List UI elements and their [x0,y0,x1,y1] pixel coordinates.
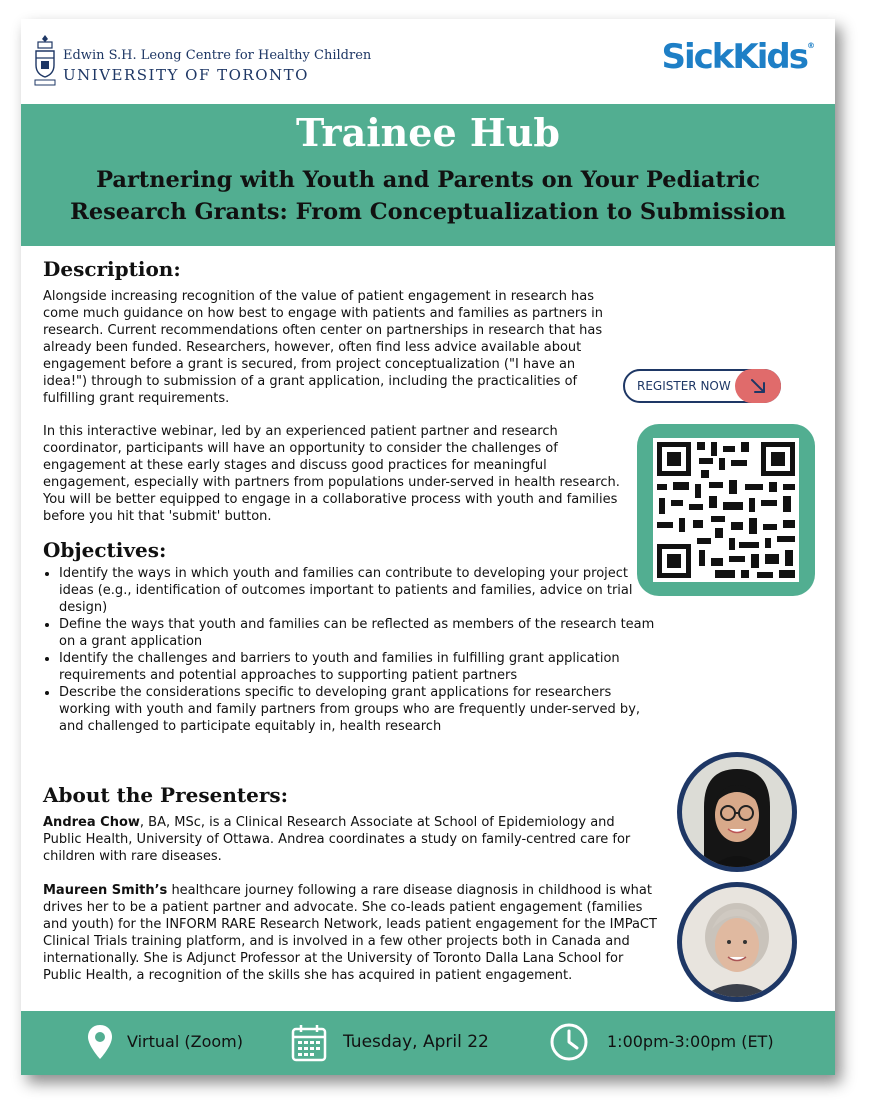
portrait-andrea-icon [682,757,792,867]
presenter-maureen-name: Maureen Smith’s [43,883,168,898]
objective-item: • Identify the ways in which youth and families can contribute to developing your project ideas (e.g., identification of outcomes important to patients and families, advice on trial design) [59,565,659,616]
uoft-crest-icon [33,33,57,89]
description-paragraph-2: In this interactive webinar, led by an experienced patient partner and research coordinator, participants will have an opportunity to consider the challenges of engagement at these early stages and discuss good practices for meaningful engagement, especially with partners from populations under-served in health research. You will be better equipped to engage in a collaborative process with youth and families before you hit that 'submit' button. [43,424,620,524]
calendar-icon [291,1024,327,1062]
subtitle-line-1: Partnering with Youth and Parents on Your Pediatric [96,167,760,193]
objective-item: • Describe the considerations specific to developing grant applications for researchers working with youth and family partners from groups who are frequently under-served by, and challenged to participate equitably in, health research [59,684,659,735]
time-text: 1:00pm-3:00pm (ET) [607,1032,774,1051]
register-now-button[interactable] [623,369,781,403]
date-text: Tuesday, April 22 [343,1032,489,1052]
register-arrow [735,369,781,403]
date-item [291,1011,511,1075]
objectives-list [43,565,659,735]
sickkids-registered-mark: ® [807,41,815,50]
qr-code[interactable] [653,438,799,582]
register-now-label: REGISTER NOW [637,379,731,393]
subtitle-line-2: Research Grants: From Conceptualization to Submission [70,199,786,225]
presenter-maureen-text: healthcare journey following a rare disease diagnosis in childhood is what drives her to be a patient partner and advocate. She co-leads patient engagement (families and youth) for the INFORM RARE Research Network, leads patient engagement for the IMPaCT Clinical Trials training platform, and is involved in a few other projects both in Canada and internationally. She is Adjunct Professor at the University of Toronto Dalla Lana School for Public Health, a recognition of the skills she has acquired in patient engagement. [43,883,657,983]
location-text: Virtual (Zoom) [127,1032,243,1051]
qr-code-frame [637,424,815,596]
time-item [549,1011,809,1075]
description-heading: Description: [43,257,181,281]
location-item [87,1011,287,1075]
arrow-down-right-icon [749,377,767,395]
presenter-andrea-text: , BA, MSc, is a Clinical Research Associate at School of Epidemiology and Public Health, University of Ottawa. Andrea coordinates a study on family-centred care for children with rare diseases. [43,815,631,864]
event-info-footer [21,1011,835,1075]
maureen-smith-portrait [682,887,792,997]
page-subtitle [21,164,835,228]
page-title: Trainee Hub [296,110,560,155]
presenters-heading: About the Presenters: [43,783,289,807]
clock-icon [549,1022,589,1062]
description-paragraph-1: Alongside increasing recognition of the value of patient engagement in research has come much guidance on how best to engage with patients and families as partners in research. Current recommendations often center on partnerships in research that has already been funded. Researchers, however, often find less advice available about engagement before a grant is secured, from project conceptualization ("I have an idea!") through to submission of a grant application, including the practicalities of fulfilling grant requirements. [43,289,603,406]
sickkids-logo [662,37,815,77]
centre-name: Edwin S.H. Leong Centre for Healthy Children [63,48,372,63]
maureen-smith-photo [677,882,797,1002]
presenter-andrea-bio [43,814,653,865]
portrait-maureen-icon [682,887,792,997]
university-name: UNIVERSITY OF TORONTO [63,66,309,84]
objective-item: • Define the ways that youth and families can be reflected as members of the research team on a grant application [59,616,659,650]
objective-item: • Identify the challenges and barriers to youth and families in fulfilling grant application requirements and potential approaches to supporting patient partners [59,650,659,684]
andrea-chow-photo [677,752,797,872]
objectives-heading: Objectives: [43,538,167,562]
title-banner [21,104,835,246]
sickkids-logo-text: SickKids [661,37,807,77]
andrea-chow-portrait [682,757,792,867]
map-pin-icon [87,1024,113,1060]
qr-code-icon [653,438,799,582]
presenter-andrea-name: Andrea Chow [43,815,140,830]
header [21,19,835,104]
flyer-page [21,19,835,1075]
presenter-maureen-bio [43,882,658,984]
